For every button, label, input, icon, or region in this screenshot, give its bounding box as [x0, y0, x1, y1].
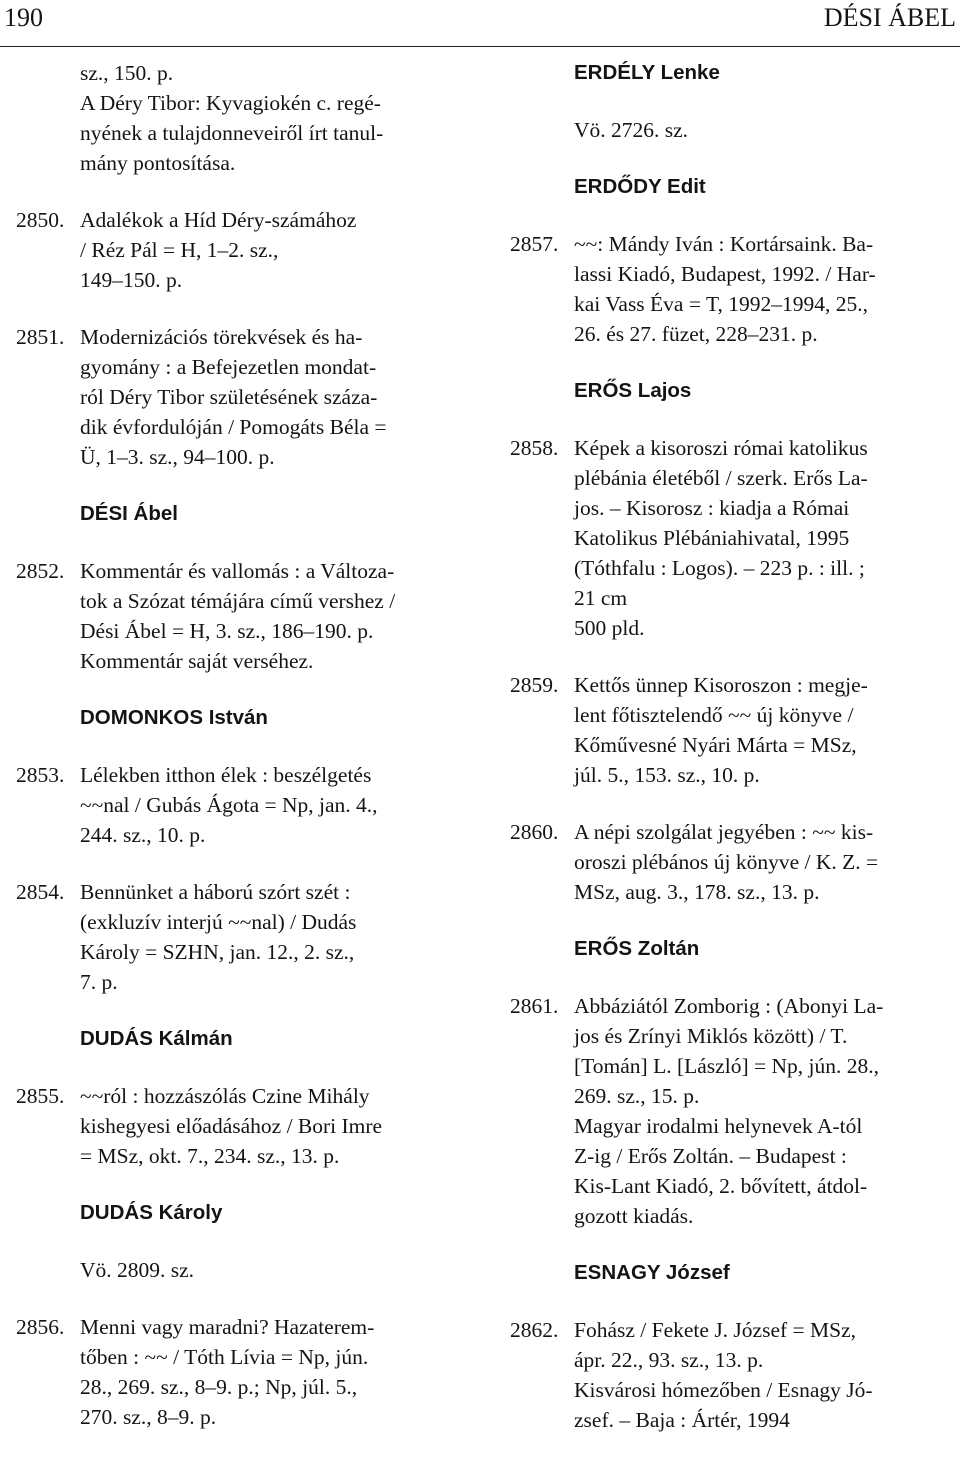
entry-line: lent főtisztelendő ~~ új könyve / [574, 703, 854, 727]
entry-line: Kettős ünnep Kisoroszon : megje- [574, 673, 868, 697]
entry-line: Menni vagy maradni? Hazaterem- [80, 1315, 375, 1339]
entry-2855 [16, 1081, 464, 1171]
entry-line: 21 cm [574, 586, 628, 610]
entry-2859 [510, 670, 958, 790]
entry-line: tok a Szózat témájára című vershez / [80, 589, 396, 613]
entry-line: ~~: Mándy Iván : Kortársaink. Ba- [574, 232, 874, 256]
entry-line: 28., 269. sz., 8–9. p.; Np, júl. 5., [80, 1375, 358, 1399]
entry-line: nyének a tulajdonneveiről írt tanul- [80, 121, 384, 145]
author-heading-erdody-edit: ERDŐDY Edit [574, 175, 706, 198]
entry-line: Kommentár saját verséhez. [80, 649, 314, 673]
entry-line: 269. sz., 15. p. [574, 1084, 700, 1108]
entry-line: júl. 5., 153. sz., 10. p. [574, 763, 760, 787]
entry-continuation [16, 58, 464, 178]
entry-line: = MSz, okt. 7., 234. sz., 13. p. [80, 1144, 340, 1168]
entry-2861 [510, 991, 958, 1231]
entry-2853 [16, 760, 464, 850]
entry-line: 270. sz., 8–9. p. [80, 1405, 217, 1429]
entry-line: A Déry Tibor: Kyvagiokén c. regé- [80, 91, 381, 115]
author-heading-esnagy-jozsef: ESNAGY József [574, 1261, 730, 1284]
entry-number: 2852. [16, 559, 65, 583]
right-column [510, 58, 958, 1435]
entry-2854 [16, 877, 464, 997]
entry-2856 [16, 1312, 464, 1432]
entry-line: 500 pld. [574, 616, 645, 640]
entry-line: zsef. – Baja : Ártér, 1994 [574, 1408, 790, 1432]
entry-number: 2855. [16, 1084, 65, 1108]
entry-line: ~~nal / Gubás Ágota = Np, jan. 4., [80, 793, 378, 817]
entry-line: ~~ról : hozzászólás Czine Mihály [80, 1084, 370, 1108]
entry-line: jos. – Kisorosz : kiadja a Római [574, 496, 850, 520]
entry-number: 2862. [510, 1318, 559, 1342]
entry-number: 2854. [16, 880, 65, 904]
entry-line: A népi szolgálat jegyében : ~~ kis- [574, 820, 874, 844]
entry-line: [Tomán] L. [László] = Np, jún. 28., [574, 1054, 879, 1078]
entry-2851 [16, 322, 464, 472]
entry-2860 [510, 817, 958, 907]
entry-line: kishegyesi előadásához / Bori Imre [80, 1114, 383, 1138]
entry-line: 7. p. [80, 970, 118, 994]
entry-line: Lélekben itthon élek : beszélgetés [80, 763, 372, 787]
entry-line: Kommentár és vallomás : a Változa- [80, 559, 395, 583]
entry-2858 [510, 433, 958, 643]
entry-line: Z-ig / Erős Zoltán. – Budapest : [574, 1144, 847, 1168]
entry-line: Bennünket a háború szórt szét : [80, 880, 351, 904]
entry-line: gyomány : a Befejezetlen mondat- [80, 355, 377, 379]
author-heading-desi-abel: DÉSI Ábel [80, 502, 178, 525]
entry-line: kai Vass Éva = T, 1992–1994, 25., [574, 292, 868, 316]
cross-reference: Vö. 2809. sz. [80, 1258, 195, 1282]
entry-2857 [510, 229, 958, 349]
entry-line: Magyar irodalmi helynevek A-tól [574, 1114, 863, 1138]
entry-line: plébánia életéből / szerk. Erős La- [574, 466, 868, 490]
entry-line: MSz, aug. 3., 178. sz., 13. p. [574, 880, 820, 904]
entry-line: / Réz Pál = H, 1–2. sz., [80, 238, 279, 262]
entry-line: (exkluzív interjú ~~nal) / Dudás [80, 910, 357, 934]
page-header [0, 0, 960, 47]
entry-line: oroszi plébános új könyve / K. Z. = [574, 850, 879, 874]
entry-line: lassi Kiadó, Budapest, 1992. / Har- [574, 262, 876, 286]
entry-line: Modernizációs törekvések és ha- [80, 325, 363, 349]
entry-line: ápr. 22., 93. sz., 13. p. [574, 1348, 764, 1372]
entry-number: 2858. [510, 436, 559, 460]
entry-line: Kisvárosi hómezőben / Esnagy Jó- [574, 1378, 873, 1402]
entry-line: Adalékok a Híd Déry-számához [80, 208, 357, 232]
entry-2850 [16, 205, 464, 295]
entry-number: 2859. [510, 673, 559, 697]
entry-line: 149–150. p. [80, 268, 183, 292]
cross-reference: Vö. 2726. sz. [574, 118, 689, 142]
left-column [16, 58, 464, 1432]
entry-line: tőben : ~~ / Tóth Lívia = Np, jún. [80, 1345, 369, 1369]
entry-line: dik évfordulóján / Pomogáts Béla = [80, 415, 387, 439]
entry-2862 [510, 1315, 958, 1435]
author-heading-domonkos-istvan: DOMONKOS István [80, 706, 268, 729]
author-heading-dudas-kalman: DUDÁS Kálmán [80, 1027, 233, 1050]
entry-line: Képek a kisoroszi római katolikus [574, 436, 868, 460]
entry-number: 2860. [510, 820, 559, 844]
entry-number: 2857. [510, 232, 559, 256]
author-heading-eros-lajos: ERŐS Lajos [574, 379, 692, 402]
entry-line: Ü, 1–3. sz., 94–100. p. [80, 445, 275, 469]
entry-line: 26. és 27. füzet, 228–231. p. [574, 322, 818, 346]
entry-line: Károly = SZHN, jan. 12., 2. sz., [80, 940, 355, 964]
entry-line: 244. sz., 10. p. [80, 823, 206, 847]
page-number: 190 [4, 3, 43, 32]
entry-line: gozott kiadás. [574, 1204, 694, 1228]
entry-line: sz., 150. p. [80, 61, 174, 85]
entry-number: 2853. [16, 763, 65, 787]
entry-line: Abbáziától Zomborig : (Abonyi La- [574, 994, 884, 1018]
entry-line: ról Déry Tibor születésének száza- [80, 385, 378, 409]
entry-line: Katolikus Plébániahivatal, 1995 [574, 526, 850, 550]
entry-line: Fohász / Fekete J. József = MSz, [574, 1318, 857, 1342]
running-head: DÉSI ÁBEL [823, 3, 956, 32]
entry-2852 [16, 556, 464, 676]
author-heading-erdely-lenke: ERDÉLY Lenke [574, 61, 720, 84]
entry-line: Kis-Lant Kiadó, 2. bővített, átdol- [574, 1174, 868, 1198]
entry-number: 2851. [16, 325, 65, 349]
entry-line: jos és Zrínyi Miklós között) / T. [574, 1024, 848, 1048]
entry-line: Dési Ábel = H, 3. sz., 186–190. p. [80, 619, 374, 643]
entry-line: mány pontosítása. [80, 151, 236, 175]
entry-line: (Tóthfalu : Logos). – 223 p. : ill. ; [574, 556, 865, 580]
entry-number: 2856. [16, 1315, 65, 1339]
entry-number: 2861. [510, 994, 559, 1018]
entry-line: Kőművesné Nyári Márta = MSz, [574, 733, 857, 757]
entry-number: 2850. [16, 208, 65, 232]
author-heading-dudas-karoly: DUDÁS Károly [80, 1201, 223, 1224]
author-heading-eros-zoltan: ERŐS Zoltán [574, 937, 700, 960]
